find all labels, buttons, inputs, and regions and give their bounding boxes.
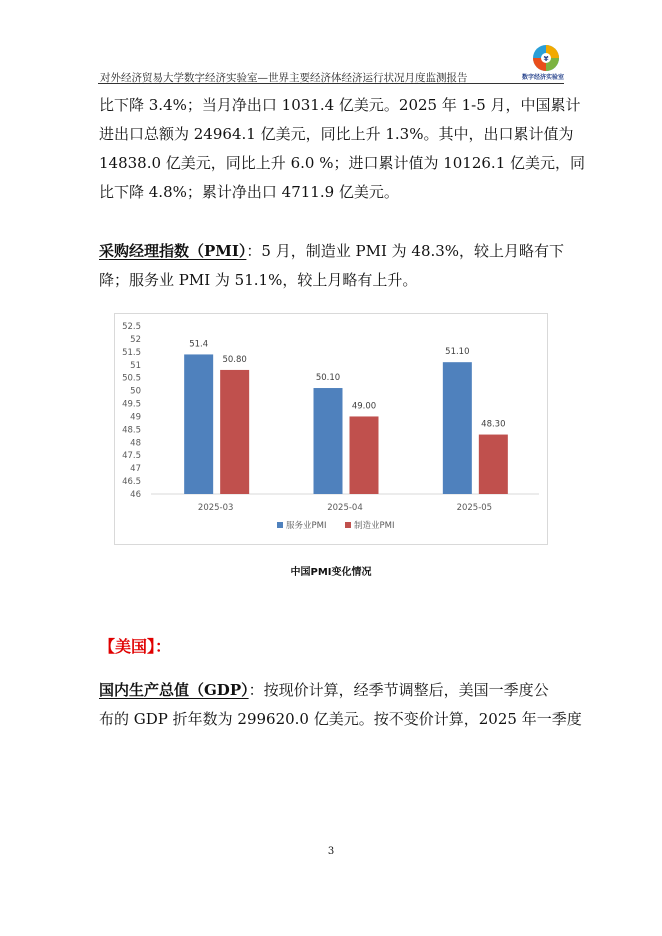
legend-swatch — [345, 522, 351, 528]
gdp-title: 国内生产总值（GDP） — [99, 681, 249, 699]
bar-manufacturing — [479, 435, 508, 494]
pmi-line-2: 降；服务业 PMI 为 51.1%，较上月略有上升。 — [99, 271, 418, 289]
bar-services — [443, 362, 472, 494]
x-tick-label: 2025-05 — [456, 503, 493, 513]
pmi-chart — [114, 313, 548, 545]
pmi-chart-svg — [115, 314, 547, 544]
gdp-line-2: 布的 GDP 折年数为 299620.0 亿美元。按不变价计算，2025 年一季度 — [99, 710, 582, 728]
y-tick-label: 49.5 — [122, 399, 141, 410]
y-tick-label: 46 — [130, 490, 141, 500]
y-tick-label: 47 — [130, 464, 141, 475]
x-tick-label: 2025-04 — [327, 503, 363, 513]
data-label: 50.80 — [222, 354, 247, 365]
y-tick-label: 48.5 — [122, 425, 141, 436]
bar-manufacturing — [220, 370, 249, 494]
svg-text:¥: ¥ — [543, 55, 549, 63]
legend-label: 服务业PMI — [286, 521, 327, 531]
legend-swatch — [277, 522, 283, 528]
bar-services — [184, 354, 213, 494]
y-tick-label: 51.5 — [122, 347, 141, 358]
y-tick-label: 51 — [130, 360, 141, 371]
chart-caption: 中国PMI变化情况 — [290, 567, 372, 578]
data-label: 49.00 — [351, 401, 377, 412]
trade-line-3: 14838.0 亿美元，同比上升 6.0 %；进口累计值为 10126.1 亿美元，同 — [99, 154, 586, 172]
y-tick-label: 46.5 — [122, 477, 141, 488]
y-tick-label: 50 — [130, 386, 141, 397]
header-divider — [98, 83, 564, 84]
data-label: 51.10 — [445, 347, 470, 358]
bar-services — [314, 388, 343, 494]
legend-label: 制造业PMI — [354, 521, 395, 531]
trade-line-2: 进出口总额为 24964.1 亿美元，同比上升 1.3%。其中，出口累计值为 — [99, 125, 574, 143]
lab-logo-text: 数字经济实验室 — [521, 74, 564, 81]
gdp-paragraph — [99, 676, 582, 734]
data-label: 50.10 — [315, 373, 341, 384]
trade-line-1: 比下降 3.4%；当月净出口 1031.4 亿美元。2025 年 1-5 月，中国累计 — [99, 96, 581, 114]
pmi-title: 采购经理指数（PMI） — [99, 242, 247, 260]
report-header-title: 对外经济贸易大学数字经济实验室—世界主要经济体经济运行状况月度监测报告 — [100, 72, 468, 84]
us-section-heading: 【美国】： — [99, 637, 172, 656]
y-tick-label: 49 — [130, 412, 141, 423]
trade-paragraph — [99, 91, 586, 207]
y-tick-label: 52 — [130, 334, 141, 345]
pmi-line-1-text: ：5 月，制造业 PMI 为 48.3%，较上月略有下 — [246, 242, 565, 260]
y-tick-label: 50.5 — [122, 373, 141, 384]
data-label: 48.30 — [481, 419, 506, 430]
trade-line-4: 比下降 4.8%；累计净出口 4711.9 亿美元。 — [99, 183, 399, 201]
pmi-paragraph — [99, 237, 565, 295]
gdp-line-1-text: ：按现价计算，经季节调整后，美国一季度公 — [248, 681, 549, 699]
data-label: 51.4 — [189, 339, 209, 350]
y-tick-label: 48 — [130, 438, 141, 449]
x-tick-label: 2025-03 — [197, 503, 234, 513]
y-tick-label: 47.5 — [122, 451, 141, 462]
page-number: 3 — [327, 846, 335, 857]
y-tick-label: 52.5 — [122, 322, 141, 332]
bar-manufacturing — [350, 416, 379, 494]
